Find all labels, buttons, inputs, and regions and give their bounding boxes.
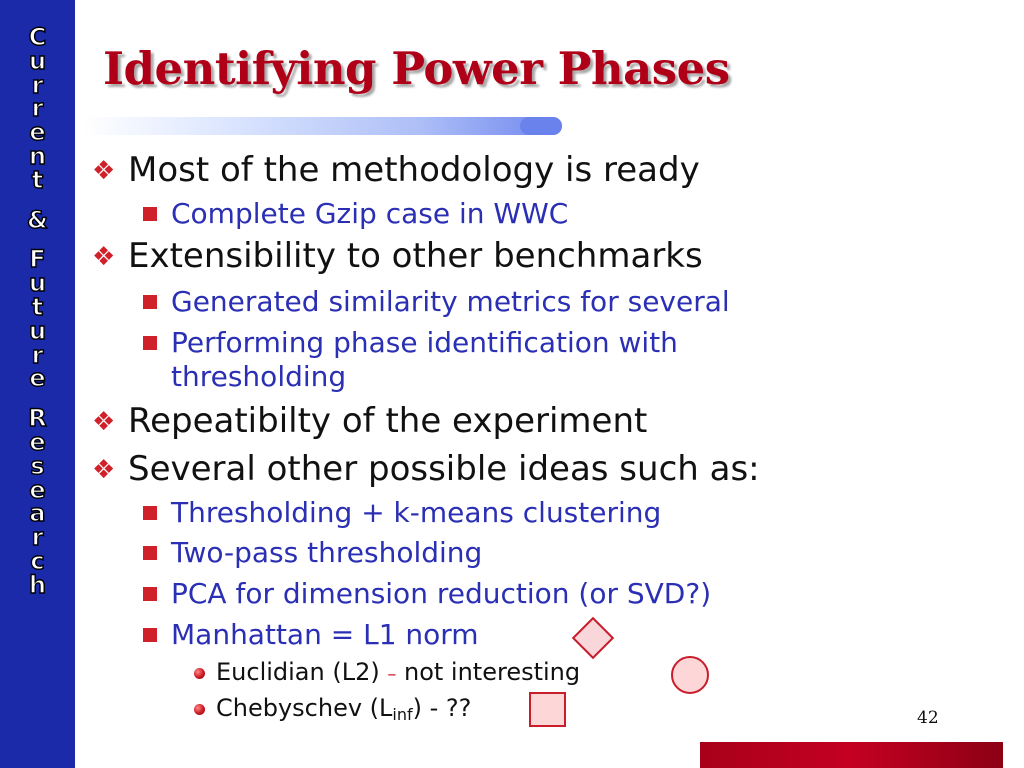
square-bullet-icon <box>143 587 157 601</box>
square-shape <box>529 692 566 727</box>
side-band-letter: t <box>31 165 44 194</box>
side-band-letter: r <box>31 340 44 369</box>
sub-sub-bullet-item <box>216 658 580 686</box>
dash-glyph: – <box>387 664 397 685</box>
sub-bullet-item <box>171 496 661 529</box>
page-number: 42 <box>917 708 939 728</box>
side-band-letter: c <box>30 546 45 575</box>
diamond-bullet-icon: ❖ <box>92 455 116 485</box>
square-bullet-icon <box>143 295 157 309</box>
title-underline-knob <box>520 117 562 135</box>
side-band-letter: a <box>29 499 46 528</box>
bullet-text: Extensibility to other benchmarks <box>128 236 703 276</box>
sub-bullet-item <box>171 285 730 318</box>
sub-bullet-text: Manhattan = L1 norm <box>171 618 479 651</box>
sub-sub-bullet-text-a: Euclidian (L2) <box>216 658 388 686</box>
sub-bullet-text: Complete Gzip case in WWC <box>171 197 569 230</box>
square-bullet-icon <box>143 628 157 642</box>
bullet-item <box>92 401 648 441</box>
square-bullet-icon <box>143 506 157 520</box>
side-band-letter: h <box>28 570 47 599</box>
sub-bullet-item <box>171 618 479 651</box>
sub-bullet-continuation <box>171 360 346 393</box>
side-band <box>0 0 75 768</box>
sub-bullet-item <box>171 326 678 359</box>
sub-bullet-text-cont: thresholding <box>171 360 347 393</box>
bottom-accent-bar <box>700 742 1003 768</box>
round-bullet-icon <box>194 668 205 679</box>
diamond-bullet-icon: ❖ <box>92 407 116 437</box>
side-band-letter: u <box>28 269 47 298</box>
side-band-letter: F <box>29 245 46 274</box>
round-bullet-icon <box>194 704 205 715</box>
title-underline-bar <box>82 117 562 135</box>
diamond-bullet-icon: ❖ <box>92 156 116 186</box>
square-bullet-icon <box>143 546 157 560</box>
subscript-text: inf <box>392 705 413 724</box>
slide-title: Identifying Power Phases <box>103 42 730 95</box>
sub-bullet-item <box>171 197 568 230</box>
bullet-item <box>92 236 703 276</box>
bullet-item <box>92 150 700 190</box>
side-band-letter: & <box>27 205 48 234</box>
side-band-letter: C <box>28 23 47 51</box>
sub-bullet-text: Generated similarity metrics for several <box>171 285 730 318</box>
side-band-letter: r <box>31 94 44 123</box>
sub-bullet-item <box>171 536 482 569</box>
circle-shape <box>671 656 709 694</box>
sub-bullet-text: PCA for dimension reduction (or SVD?) <box>171 577 712 610</box>
side-band-letter: u <box>28 46 47 75</box>
sub-sub-bullet-text-b: not interesting <box>396 658 581 686</box>
square-bullet-icon <box>143 207 157 221</box>
side-band-letter: u <box>28 316 47 345</box>
bullet-text: Several other possible ideas such as: <box>128 449 760 489</box>
side-band-letter: e <box>29 427 46 456</box>
bullet-item <box>92 449 760 489</box>
side-band-letter: R <box>28 404 47 433</box>
bullet-text: Most of the methodology is ready <box>128 150 700 190</box>
side-band-letter: r <box>31 523 44 552</box>
side-band-letter: e <box>29 118 46 147</box>
side-band-letter: n <box>28 141 47 170</box>
side-band-letter: e <box>29 475 46 504</box>
sub-sub-bullet-item <box>216 694 471 724</box>
side-band-letter: s <box>30 451 45 480</box>
side-band-letter: r <box>31 70 44 99</box>
side-band-letter: t <box>31 292 44 321</box>
diamond-shape <box>572 617 614 659</box>
sub-bullet-text: Performing phase identification with <box>171 326 678 359</box>
square-bullet-icon <box>143 336 157 350</box>
sub-bullet-text: Two-pass thresholding <box>171 536 483 569</box>
diamond-bullet-icon: ❖ <box>92 242 116 272</box>
bullet-text: Repeatibilty of the experiment <box>128 401 648 441</box>
sub-sub-bullet-text-a: Chebyschev (L <box>216 694 393 722</box>
sub-sub-bullet-text-b: ) - ?? <box>412 694 472 722</box>
sub-bullet-text: Thresholding + k-means clustering <box>171 496 662 529</box>
sub-bullet-item <box>171 577 711 610</box>
side-band-letter: e <box>29 364 46 393</box>
